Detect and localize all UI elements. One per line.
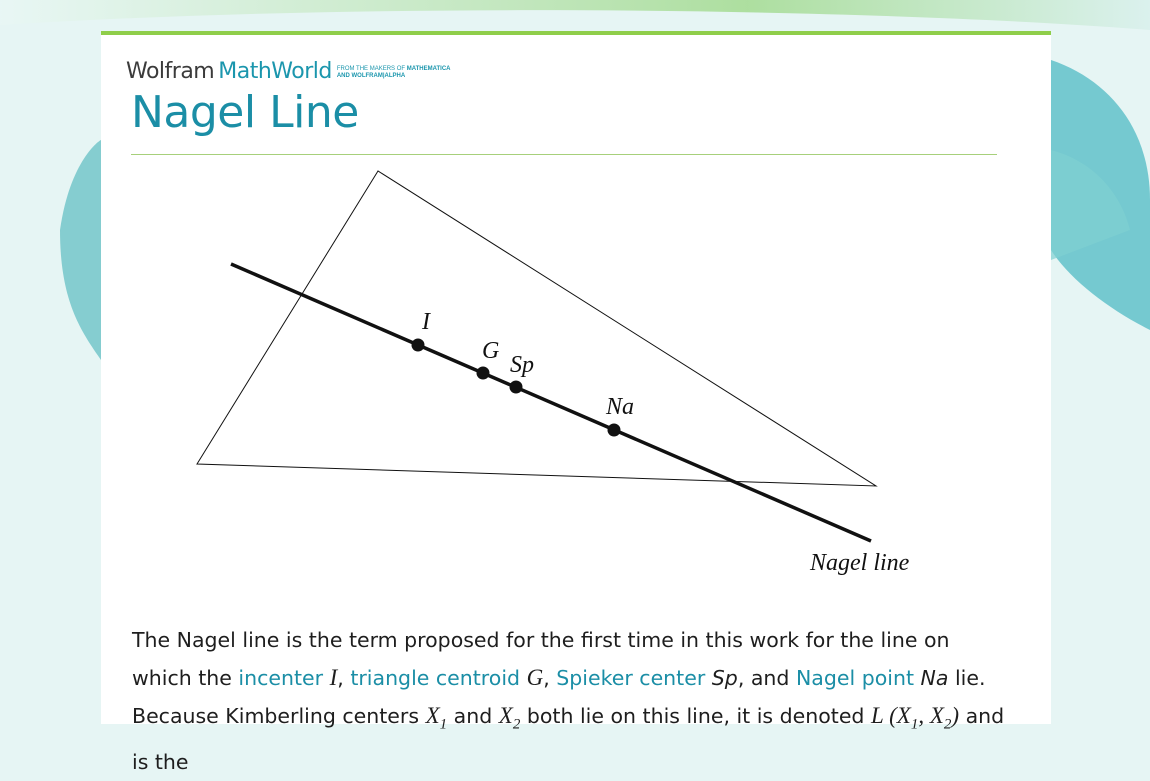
link-spieker-center[interactable]: Spieker center xyxy=(556,666,706,690)
math-x2 xyxy=(498,703,521,733)
math-i: I xyxy=(329,665,338,690)
nagel-abbr: Na xyxy=(920,666,949,690)
spieker-abbr: Sp xyxy=(711,666,738,690)
math-x2-sub: 2 xyxy=(512,716,521,733)
paragraph-text-2: lie. Because Kimberling centers xyxy=(132,666,986,728)
logo-tagline-mathematica: MATHEMATICA xyxy=(406,66,451,72)
link-nagel-point[interactable]: Nagel point xyxy=(795,666,914,690)
paragraph-text-4: and is the xyxy=(132,704,1005,774)
nagel-line xyxy=(231,264,871,541)
math-l-expression xyxy=(870,703,960,733)
page-title: Nagel Line xyxy=(131,87,359,138)
math-x1-letter: X xyxy=(425,703,440,728)
paragraph-text-3: both lie on this line, it is denoted xyxy=(526,704,865,728)
label-centroid: G xyxy=(482,338,500,364)
article-paragraph xyxy=(132,622,1012,781)
logo-mathworld-text: MathWorld xyxy=(218,59,332,84)
paragraph-text-1: The Nagel line is the term proposed for the first time in this work for the line on which the xyxy=(132,628,950,690)
math-close: ) xyxy=(951,703,960,728)
logo-wolfram-text: Wolfram xyxy=(126,59,215,84)
math-x1b-letter: X xyxy=(896,703,911,728)
math-g: G xyxy=(526,665,544,690)
math-x2-letter: X xyxy=(498,703,513,728)
label-nagel-line: Nagel line xyxy=(810,550,910,576)
and-text: , and xyxy=(737,666,790,690)
and-text-2: and xyxy=(453,704,493,728)
centroid-point xyxy=(477,367,490,380)
triangle xyxy=(197,171,876,486)
comma-2: , xyxy=(543,666,550,690)
logo-tagline-line2: AND WOLFRAM|ALPHA xyxy=(336,73,406,79)
math-x1-sub: 1 xyxy=(439,716,448,733)
math-x1b-sub: 1 xyxy=(910,716,919,733)
link-triangle-centroid[interactable]: triangle centroid xyxy=(350,666,521,690)
label-spieker: Sp xyxy=(510,352,534,378)
math-x2b-letter: X xyxy=(929,703,944,728)
math-l: L xyxy=(870,703,884,728)
math-x1 xyxy=(425,703,448,733)
comma-1: , xyxy=(337,666,344,690)
nagel-point xyxy=(608,424,621,437)
math-open: ( xyxy=(889,703,897,728)
math-comma: , xyxy=(918,703,925,728)
label-nagel-point: Na xyxy=(606,394,635,420)
incenter-point xyxy=(412,339,425,352)
logo-tagline-line1: FROM THE MAKERS OF xyxy=(336,66,406,72)
spieker-center-point xyxy=(510,381,523,394)
nagel-line-figure xyxy=(101,35,1051,595)
math-x2b-sub: 2 xyxy=(943,716,952,733)
link-incenter[interactable]: incenter xyxy=(238,666,324,690)
article-card xyxy=(101,31,1051,774)
label-incenter: I xyxy=(422,309,430,335)
